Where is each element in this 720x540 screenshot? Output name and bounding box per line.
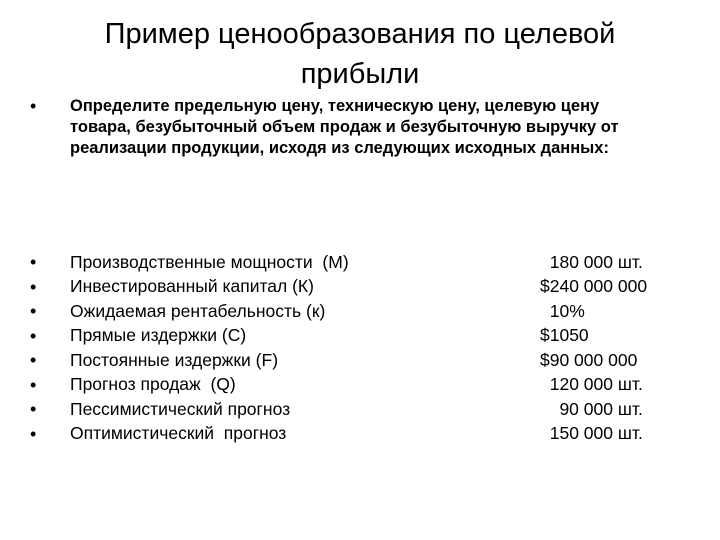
bullet-glyph: • (30, 423, 37, 444)
list-item (30, 397, 690, 422)
item-label: Прямые издержки (С) (70, 325, 247, 346)
bullet-glyph: • (30, 276, 37, 297)
slide-title-line-1: Пример ценообразования по целевой (104, 18, 616, 50)
item-label: Пессимистический прогноз (70, 398, 291, 419)
bullet-glyph: • (30, 350, 37, 370)
list-item (30, 422, 690, 447)
item-label: Производственные мощности (М) (70, 251, 349, 272)
item-label: Постоянные издержки (F) (70, 349, 279, 370)
slide-title (40, 14, 680, 94)
item-value: 150 000 шт. (540, 423, 643, 444)
item-label: Инвестированный капитал (К) (70, 276, 314, 297)
intro-text: Определите предельную цену, техническую цену, целевую цену товара, безубыточный объем продаж и безубыточную выручку от реализации продукции, исходя из следующих исходных данных: (70, 97, 619, 157)
item-value: $240 000 000 (540, 276, 648, 297)
data-list (30, 250, 690, 446)
bullet-glyph: • (30, 96, 37, 116)
item-value: 10% (540, 300, 585, 321)
list-item (30, 299, 690, 324)
item-value: $1050 (540, 325, 589, 346)
item-value: $90 000 000 (540, 349, 638, 370)
list-item (30, 324, 690, 349)
bullet-glyph: • (30, 325, 37, 346)
bullet-glyph: • (30, 374, 37, 395)
list-item (30, 275, 690, 300)
item-label: Ожидаемая рентабельность (к) (70, 300, 326, 321)
item-value: 120 000 шт. (540, 374, 643, 395)
item-value: 180 000 шт. (540, 251, 643, 272)
slide-title-line-2: прибыли (300, 58, 420, 90)
bullet-glyph: • (30, 252, 37, 272)
item-label: Оптимистический прогноз (70, 423, 287, 444)
item-label: Прогноз продаж (Q) (70, 374, 236, 395)
bullet-glyph: • (30, 399, 37, 419)
list-item (30, 348, 690, 373)
list-item (30, 250, 690, 275)
bullet-glyph: • (30, 301, 37, 321)
item-value: 90 000 шт. (540, 398, 643, 419)
list-item (30, 373, 690, 398)
intro-paragraph (30, 96, 670, 159)
